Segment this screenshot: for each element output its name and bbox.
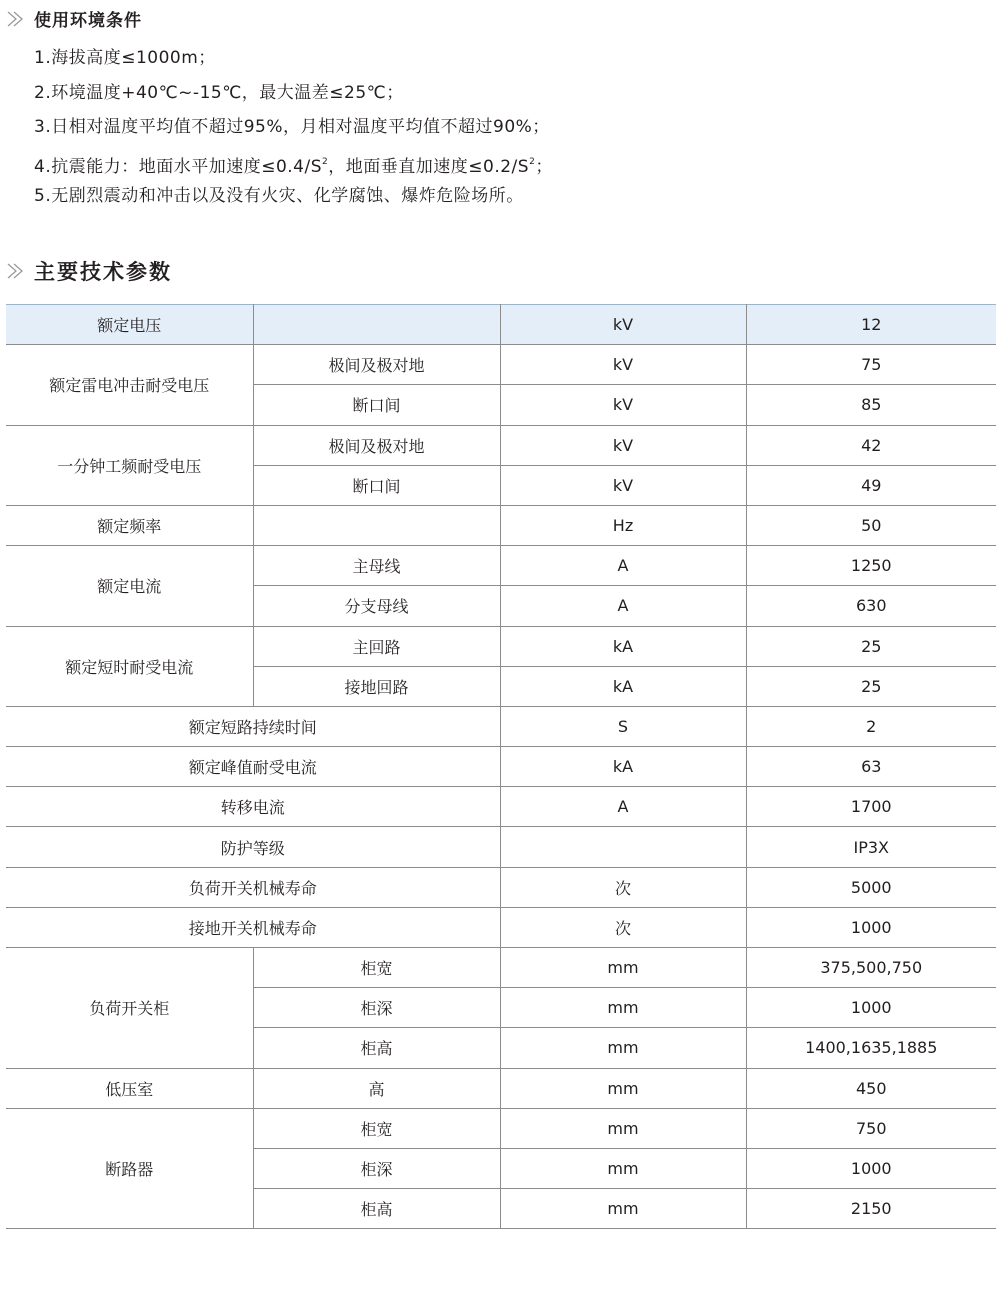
table-row	[6, 305, 996, 345]
unit-cell: mm	[500, 1189, 746, 1229]
unit-cell: kA	[500, 747, 746, 787]
sub-cell: 高	[253, 1068, 500, 1108]
unit-cell: mm	[500, 948, 746, 988]
table-row	[6, 867, 996, 907]
param-cell: 断路器	[6, 1108, 253, 1229]
param-cell: 接地开关机械寿命	[6, 907, 500, 947]
table-row	[6, 626, 996, 666]
unit-cell: mm	[500, 1108, 746, 1148]
unit-cell: kA	[500, 666, 746, 706]
table-row	[6, 546, 996, 586]
value-cell: 1000	[746, 1148, 996, 1188]
value-cell: 750	[746, 1108, 996, 1148]
sub-cell: 断口间	[253, 385, 500, 425]
value-cell: 85	[746, 385, 996, 425]
list-item: 1.海拔高度≤1000m；	[34, 48, 216, 68]
param-cell: 一分钟工频耐受电压	[6, 425, 253, 505]
sub-cell: 柜宽	[253, 948, 500, 988]
unit-cell: kV	[500, 345, 746, 385]
sub-cell: 接地回路	[253, 666, 500, 706]
section-title: 使用环境条件	[34, 11, 142, 31]
sub-cell: 断口间	[253, 465, 500, 505]
table-row	[6, 787, 996, 827]
table-row	[6, 505, 996, 545]
unit-cell: Hz	[500, 505, 746, 545]
unit-cell	[500, 827, 746, 867]
value-cell: 1700	[746, 787, 996, 827]
unit-cell: 次	[500, 907, 746, 947]
unit-cell: A	[500, 546, 746, 586]
section-title: 主要技术参数	[34, 260, 172, 284]
sub-cell: 柜高	[253, 1189, 500, 1229]
value-cell: 375,500,750	[746, 948, 996, 988]
value-cell: 5000	[746, 867, 996, 907]
list-item: 3.日相对温度平均值不超过95%，月相对温度平均值不超过90%；	[34, 117, 550, 137]
param-cell: 额定雷电冲击耐受电压	[6, 345, 253, 425]
table-row	[6, 948, 996, 988]
sub-cell: 极间及极对地	[253, 425, 500, 465]
param-cell: 额定峰值耐受电流	[6, 747, 500, 787]
unit-cell: 次	[500, 867, 746, 907]
value-cell: 42	[746, 425, 996, 465]
value-cell: 75	[746, 345, 996, 385]
value-cell: 25	[746, 666, 996, 706]
value-cell: 25	[746, 626, 996, 666]
value-cell: 2	[746, 706, 996, 746]
table-row	[6, 1068, 996, 1108]
param-cell: 额定短时耐受电流	[6, 626, 253, 706]
value-cell: 450	[746, 1068, 996, 1108]
value-cell: IP3X	[746, 827, 996, 867]
unit-cell: mm	[500, 1148, 746, 1188]
unit-cell: A	[500, 787, 746, 827]
unit-cell: kA	[500, 626, 746, 666]
sub-cell: 柜深	[253, 988, 500, 1028]
unit-cell: S	[500, 706, 746, 746]
section-header-environment	[6, 6, 142, 31]
unit-cell: mm	[500, 1068, 746, 1108]
value-cell: 12	[746, 305, 996, 345]
param-cell: 额定短路持续时间	[6, 706, 500, 746]
param-cell: 负荷开关柜	[6, 948, 253, 1069]
double-chevron-right-icon	[6, 262, 28, 280]
param-cell: 转移电流	[6, 787, 500, 827]
table-row	[6, 345, 996, 385]
value-cell: 1000	[746, 907, 996, 947]
param-cell: 额定电流	[6, 546, 253, 626]
sub-cell: 主母线	[253, 546, 500, 586]
param-cell: 防护等级	[6, 827, 500, 867]
table-row	[6, 747, 996, 787]
tech-params-table	[6, 304, 996, 1229]
param-cell: 额定频率	[6, 505, 253, 545]
sub-cell: 主回路	[253, 626, 500, 666]
value-cell: 1400,1635,1885	[746, 1028, 996, 1068]
table-row	[6, 827, 996, 867]
param-cell: 低压室	[6, 1068, 253, 1108]
table-row	[6, 907, 996, 947]
double-chevron-right-icon	[6, 10, 28, 28]
table-row	[6, 1108, 996, 1148]
value-cell: 2150	[746, 1189, 996, 1229]
value-cell: 49	[746, 465, 996, 505]
value-cell: 1250	[746, 546, 996, 586]
unit-cell: kV	[500, 305, 746, 345]
value-cell: 50	[746, 505, 996, 545]
unit-cell: mm	[500, 1028, 746, 1068]
sub-cell: 分支母线	[253, 586, 500, 626]
unit-cell: kV	[500, 385, 746, 425]
value-cell: 63	[746, 747, 996, 787]
sub-cell: 柜深	[253, 1148, 500, 1188]
sub-cell	[253, 305, 500, 345]
param-cell: 负荷开关机械寿命	[6, 867, 500, 907]
unit-cell: mm	[500, 988, 746, 1028]
sub-cell	[253, 505, 500, 545]
table-row	[6, 425, 996, 465]
list-item: 4.抗震能力：地面水平加速度$\le 0.4/S^2$，地面垂直加速度$\le 0.2/S^2$；	[34, 156, 553, 177]
unit-cell: kV	[500, 465, 746, 505]
section-header-tech-params	[6, 256, 172, 286]
param-cell: 额定电压	[6, 305, 253, 345]
environment-conditions-list	[34, 44, 553, 217]
list-item: 5.无剧烈震动和冲击以及没有火灾、化学腐蚀、爆炸危险场所。	[34, 186, 524, 206]
list-item: 2.环境温度+40℃~-15℃，最大温差≤25℃；	[34, 82, 404, 103]
unit-cell: A	[500, 586, 746, 626]
sub-cell: 柜宽	[253, 1108, 500, 1148]
table-row	[6, 706, 996, 746]
value-cell: 1000	[746, 988, 996, 1028]
value-cell: 630	[746, 586, 996, 626]
sub-cell: 柜高	[253, 1028, 500, 1068]
unit-cell: kV	[500, 425, 746, 465]
sub-cell: 极间及极对地	[253, 345, 500, 385]
